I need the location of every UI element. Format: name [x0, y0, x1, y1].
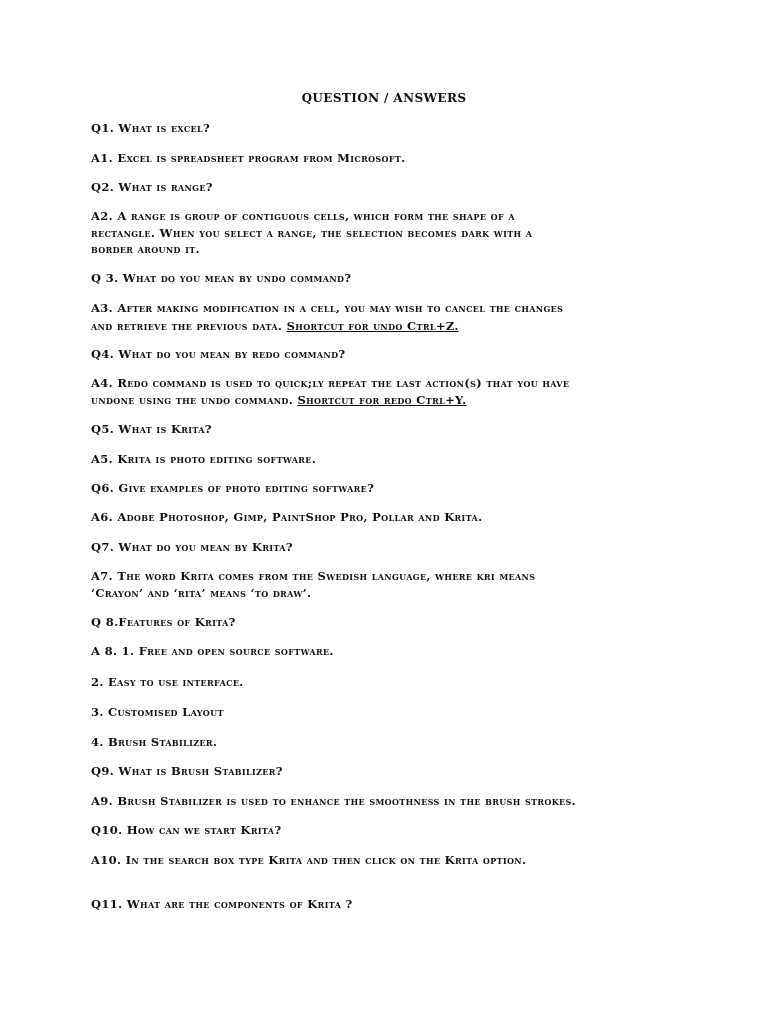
- answer-1: A1. Excel is spreadsheet program from Microsoft.: [91, 151, 406, 165]
- answer-8-item-1: A 8. 1. Free and open source software.: [91, 644, 334, 658]
- question-11: Q11. What are the components of Krita ?: [91, 897, 353, 911]
- answer-5: A5. Krita is photo editing software.: [91, 452, 317, 466]
- question-9: Q9. What is Brush Stabilizer?: [91, 764, 283, 778]
- answer-9: A9. Brush Stabilizer is used to enhance the smoothness in the brush strokes.: [91, 794, 576, 808]
- document-title: QUESTION / ANSWERS: [301, 91, 467, 105]
- answer-2-line-1: A2. A range is group of contiguous cells, which form the shape of a: [91, 209, 515, 223]
- answer-4-line-2: [91, 393, 466, 407]
- answer-10: A10. In the search box type Krita and then click on the Krita option.: [91, 853, 527, 867]
- question-10: Q10. How can we start Krita?: [91, 823, 282, 837]
- answer-7-line-1: A7. The word Krita comes from the Swedish language, where kri means: [91, 569, 536, 583]
- answer-4-line-1: A4. Redo command is used to quick;ly repeat the last action(s) that you have: [91, 376, 570, 390]
- question-3: Q 3. What do you mean by undo command?: [91, 271, 352, 285]
- answer-8-item-2: 2. Easy to use interface.: [91, 675, 244, 689]
- answer-7-line-2: ‘Crayon’ and ‘rita’ means ‘to draw’.: [91, 586, 312, 600]
- answer-4-text: undone using the undo command.: [91, 393, 298, 407]
- question-1: Q1. What is excel?: [91, 121, 211, 135]
- answer-8-item-3: 3. Customised Layout: [91, 705, 224, 719]
- answer-8-item-4: 4. Brush Stabilizer.: [91, 735, 218, 749]
- undo-shortcut: Shortcut for undo Ctrl+Z.: [286, 319, 459, 333]
- question-6: Q6. Give examples of photo editing software?: [91, 481, 375, 495]
- question-4: Q4. What do you mean by redo command?: [91, 347, 346, 361]
- answer-2-line-2: rectangle. When you select a range, the selection becomes dark with a: [91, 226, 533, 240]
- question-2: Q2. What is range?: [91, 180, 213, 194]
- answer-3-text: and retrieve the previous data.: [91, 319, 287, 333]
- question-7: Q7. What do you mean by Krita?: [91, 540, 293, 554]
- answer-2-line-3: border around it.: [91, 242, 200, 256]
- question-5: Q5. What is Krita?: [91, 422, 212, 436]
- answer-3-line-2: [91, 319, 459, 333]
- answer-6: A6. Adobe Photoshop, Gimp, PaintShop Pro, Pollar and Krita.: [91, 510, 483, 524]
- redo-shortcut: Shortcut for redo Ctrl+Y.: [297, 393, 467, 407]
- question-8: Q 8.Features of Krita?: [91, 615, 236, 629]
- answer-3-line-1: A3. After making modification in a cell, you may wish to cancel the changes: [91, 301, 564, 315]
